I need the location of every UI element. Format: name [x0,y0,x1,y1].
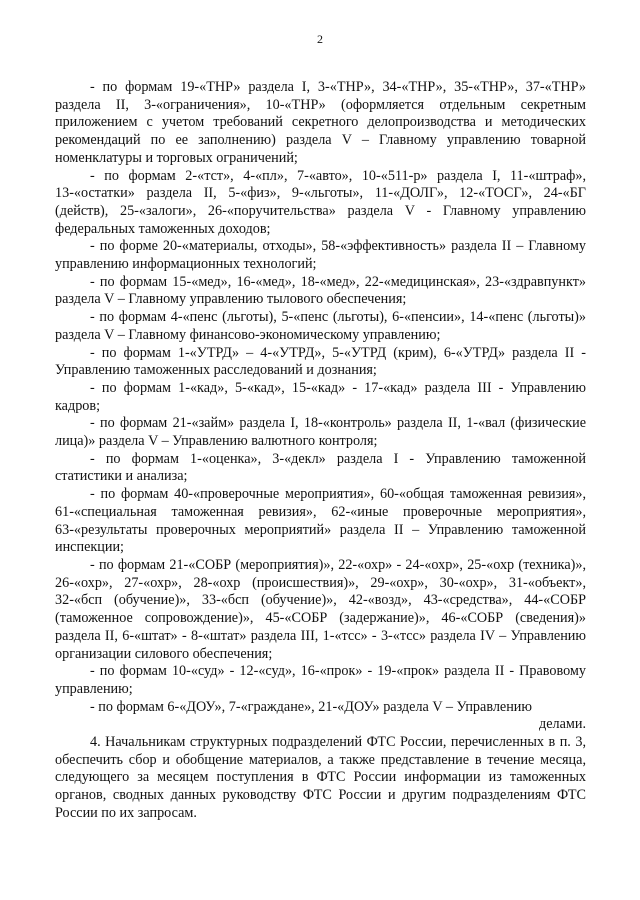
list-item-records-management: - по формам 6-«ДОУ», 7-«граждане», 21-«ДОУ» раздела V – Управлению [90,698,532,715]
list-item-personnel: - по формам 1-«кад», 5-«кад», 15-«кад» - 17-«кад» раздела III - Управлению кадров; [55,379,586,414]
list-item-currency-control: - по формам 21-«займ» раздела I, 18-«контроль» раздела II, 1-«вал (физические лица)» раздела V – Управлению валютного контроля; [55,415,586,450]
section-4-paragraph: 4. Начальникам структурных подразделений ФТС России, перечисленных в п. 3, обеспечить сбор и обобщение материалов, а также представление в течение месяца, следующего за месяцем поступления в ФТС России информации из таможенных органов, сводных данных руководству ФТС России и другим подразделениям ФТС России по их запросам. [55,734,586,821]
list-item-inspection: - по формам 40-«проверочные мероприятия», 60-«общая таможенная ревизия», 61-«специальная таможенная ревизия», 62-«иные проверочные мероприятия», 63-«результаты проверочных мероприятий» раздела II – Управлению таможенной инспекции; [55,486,586,556]
list-item-customs-revenue: - по формам 2-«тст», 4-«пл», 7-«авто», 10-«511-р» раздела I, 11-«штраф», 13-«остатки» раздела II, 5-«физ», 9-«льготы», 11-«ДОЛГ», 12-«ТОСГ», 24-«БГ (действ), 25-«залоги», 26-«поручительства» раздела V - Главному управлению федеральных таможенных доходов; [55,167,586,237]
list-item-finance: - по формам 4-«пенс (льготы), 5-«пенс (льготы), 6-«пенсии», 14-«пенс (льготы)» раздела V – Главному финансово-экономическому управлению; [55,309,586,343]
list-item-records-management-tail: делами. [538,716,586,733]
list-item-it: - по форме 20-«материалы, отходы», 58-«эффективность» раздела II – Главному управлению информационных технологий; [55,238,586,273]
document-body [55,79,586,823]
list-item-investigations: - по формам 1-«УТРД» – 4-«УТРД», 5-«УТРД (крим), 6-«УТРД» раздела II - Управлению таможенных расследований и дознания; [55,344,586,379]
list-item-legal: - по формам 10-«суд» - 12-«суд», 16-«прок» - 19-«прок» раздела II - Правовому управлению; [55,663,586,697]
list-item-statistics: - по формам 1-«оценка», 3-«декл» раздела I - Управлению таможенной статистики и анализа; [55,450,586,485]
list-item-thnr: - по формам 19-«ТНР» раздела I, 3-«ТНР», 34-«ТНР», 35-«ТНР», 37-«ТНР» раздела II, 3-«ограничения», 10-«ТНР» (оформляется отдельным секретным приложением с учетом требований секретного делопроизводства и методических рекомендаций по ее заполнению) раздела V – Главному управлению товарной номенклатуры и торговых ограничений; [55,79,586,166]
list-item-security: - по формам 21-«СОБР (мероприятия)», 22-«охр» - 24-«охр», 25-«охр (техника)», 26-«охр», 27-«охр», 28-«охр (происшествия)», 29-«охр», 30-«охр», 31-«объект», 32-«бсп (обучение)», 33-«бсп (обучение)», 42-«возд», 43-«средства», 44-«СОБР (таможенное сопровождение)», 45-«СОБР (задержание)», 46-«СОБР (сведения)» раздела II, 6-«штат» - 8-«штат» раздела III, 1-«тсс» - 3-«тсс» раздела IV – Управлению организации силового обеспечения; [55,556,586,662]
page-number: 2 [317,32,323,46]
list-item-rear-support: - по формам 15-«мед», 16-«мед», 18-«мед», 22-«медицинская», 23-«здравпункт» раздела V – Главному управлению тылового обеспечения; [55,273,586,308]
